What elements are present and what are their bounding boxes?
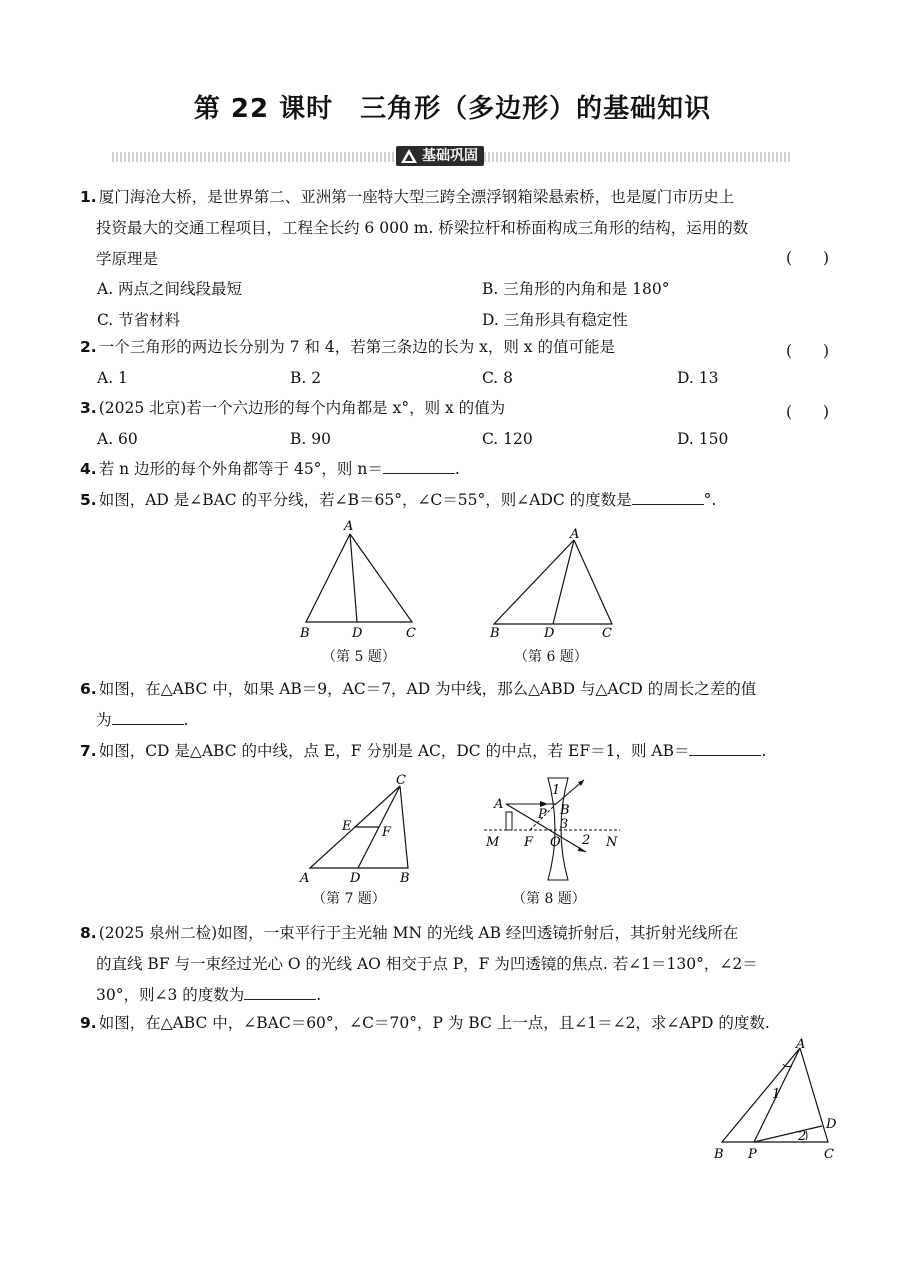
question-number: 2. [80, 338, 97, 356]
angle-label-1: 1 [772, 1087, 781, 1102]
question-text: . [454, 460, 460, 478]
question-number: 6. [80, 680, 97, 698]
point-label-a: A [570, 527, 580, 542]
question-text: 一个三角形的两边长分别为 7 和 4，若第三条边的长为 x，则 x 的值可能是 [98, 338, 615, 356]
answer-blank[interactable] [112, 723, 184, 725]
question-8 [80, 918, 850, 1011]
question-text: 30°，则∠3 的度数为 [96, 986, 245, 1004]
option-c: C. 120 [482, 430, 533, 448]
triangle-icon [400, 148, 418, 164]
question-3 [80, 393, 505, 424]
point-label-b: B [300, 626, 310, 641]
point-label-d: D [350, 871, 361, 886]
answer-blank[interactable] [383, 472, 455, 474]
point-label-d: D [826, 1117, 837, 1132]
option-d: D. 13 [677, 369, 719, 387]
figure-8-lens-diagram [482, 772, 622, 884]
option-b: B. 2 [290, 369, 322, 387]
option-d: D. 150 [677, 430, 729, 448]
question-1 [80, 182, 840, 275]
question-text: 为 [96, 711, 112, 729]
angle-label-2: 2 [798, 1129, 807, 1144]
angle-label-1: 1 [552, 783, 561, 798]
question-number: 3. [80, 399, 97, 417]
point-label-b: B [714, 1147, 724, 1162]
angle-label-3: 3 [560, 817, 569, 832]
option-d: D. 三角形具有稳定性 [482, 311, 628, 329]
question-text: 学原理是 [96, 250, 159, 268]
question-number: 7. [80, 742, 97, 760]
question-number: 8. [80, 924, 97, 942]
question-text: . [316, 986, 322, 1004]
question-2 [80, 332, 615, 363]
point-label-o: O [550, 835, 561, 850]
question-text: 若 n 边形的每个外角都等于 45°，则 n＝ [98, 460, 383, 478]
question-number: 5. [80, 491, 97, 509]
figure-7-triangle [296, 774, 426, 886]
question-6 [80, 674, 850, 736]
figure-9-triangle [708, 1036, 848, 1166]
option-a: A. 两点之间线段最短 [97, 280, 243, 298]
question-number: 4. [80, 460, 97, 478]
option-a: A. 1 [97, 369, 128, 387]
figure-6-triangle [486, 526, 616, 642]
point-label-e: E [342, 819, 352, 834]
question-text: (2025 北京)若一个六边形的每个内角都是 x°，则 x 的值为 [98, 399, 506, 417]
question-text: . [761, 742, 767, 760]
answer-paren: ( ) [786, 249, 830, 267]
figure-5-caption: （第 5 题） [322, 649, 396, 665]
question-5 [80, 485, 716, 516]
point-label-b: B [560, 803, 570, 818]
point-label-c: C [824, 1147, 834, 1162]
point-label-p: P [748, 1147, 757, 1162]
answer-paren: ( ) [786, 342, 830, 360]
point-label-b: B [490, 626, 500, 641]
section-title: 基础巩固 [422, 148, 478, 164]
point-label-a: A [344, 519, 354, 534]
point-label-f: F [524, 835, 534, 850]
question-text: . [183, 711, 189, 729]
question-text: °. [703, 491, 717, 509]
point-label-f: F [382, 825, 392, 840]
option-b: B. 90 [290, 430, 331, 448]
question-number: 9. [80, 1014, 97, 1032]
option-a: A. 60 [97, 430, 138, 448]
point-label-b: B [400, 871, 410, 886]
option-c: C. 节省材料 [97, 311, 181, 329]
figure-7-caption: （第 7 题） [312, 891, 386, 907]
page-title: 第 22 课时 三角形（多边形）的基础知识 [193, 94, 712, 124]
question-text: 投资最大的交通工程项目，工程全长约 6 000 m. 桥梁拉杆和桥面构成三角形的结构，运用的数 [96, 219, 749, 237]
answer-paren: ( ) [786, 403, 830, 421]
point-label-c: C [406, 626, 416, 641]
answer-blank[interactable] [632, 503, 704, 505]
figure-6-caption: （第 6 题） [514, 649, 588, 665]
option-b: B. 三角形的内角和是 180° [482, 280, 670, 298]
option-c: C. 8 [482, 369, 514, 387]
point-label-c: C [602, 626, 612, 641]
point-label-p: P [538, 807, 547, 822]
question-text: 的直线 BF 与一束经过光心 O 的光线 AO 相交于点 P，F 为凹透镜的焦点. 若∠1＝130°，∠2＝ [96, 955, 758, 973]
point-label-n: N [606, 835, 618, 850]
question-number: 1. [80, 188, 97, 206]
question-text: 如图，AD 是∠BAC 的平分线，若∠B＝65°，∠C＝55°，则∠ADC 的度数是 [98, 491, 632, 509]
question-7 [80, 736, 766, 767]
answer-blank[interactable] [244, 998, 316, 1000]
question-9 [80, 1008, 770, 1039]
question-text: 如图，在△ABC 中，如果 AB＝9，AC＝7，AD 为中线，那么△ABD 与△ACD 的周长之差的值 [98, 680, 757, 698]
point-label-a: A [494, 797, 504, 812]
section-label [396, 146, 484, 166]
question-text: 厦门海沧大桥，是世界第二、亚洲第一座特大型三跨全漂浮钢箱梁悬索桥，也是厦门市历史上 [98, 188, 735, 206]
question-text: 如图，CD 是△ABC 的中线，点 E，F 分别是 AC，DC 的中点，若 EF＝1，则 AB＝ [98, 742, 690, 760]
point-label-a: A [796, 1037, 806, 1052]
point-label-d: D [352, 626, 363, 641]
point-label-c: C [396, 774, 406, 788]
point-label-d: D [544, 626, 555, 641]
figure-8-caption: （第 8 题） [512, 891, 586, 907]
point-label-a: A [300, 871, 310, 886]
section-banner [112, 146, 792, 166]
figure-5-triangle [296, 514, 426, 642]
question-4 [80, 454, 460, 485]
point-label-m: M [486, 835, 500, 850]
question-text: 如图，在△ABC 中，∠BAC＝60°，∠C＝70°，P 为 BC 上一点，且∠1＝∠2，求∠APD 的度数. [98, 1014, 770, 1032]
angle-label-2: 2 [582, 833, 591, 848]
answer-blank[interactable] [689, 754, 761, 756]
question-text: (2025 泉州二检)如图，一束平行于主光轴 MN 的光线 AB 经凹透镜折射后，其折射光线所在 [98, 924, 739, 942]
